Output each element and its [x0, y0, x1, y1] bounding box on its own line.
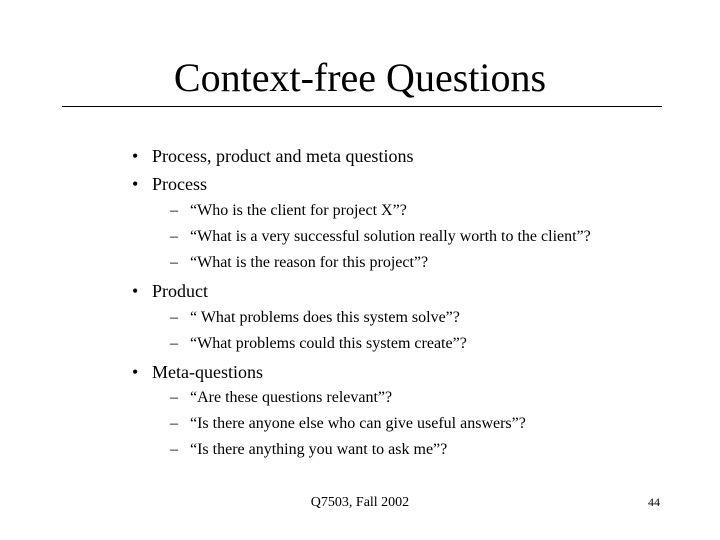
footer-course: Q7503, Fall 2002	[310, 495, 410, 510]
dash-mark: –	[170, 335, 178, 352]
sub-bullet-text: “Is there anyone else who can give useful answers”?	[190, 415, 526, 432]
bullet-text: Meta-questions	[152, 362, 263, 382]
bullet-mark: •	[132, 146, 139, 166]
page-number: 44	[648, 495, 660, 509]
bullet-mark: •	[132, 281, 139, 301]
bullet-mark: •	[132, 174, 139, 194]
sub-bullet-text: “What problems could this system create”?	[190, 335, 467, 352]
sub-bullet-text: “ What problems does this system solve”?	[190, 309, 460, 326]
sub-bullet-text: “Who is the client for project X”?	[190, 202, 407, 219]
dash-mark: –	[170, 441, 178, 458]
sub-bullet-text: “Is there anything you want to ask me”?	[190, 441, 448, 458]
dash-mark: –	[170, 389, 178, 406]
dash-mark: –	[170, 415, 178, 432]
dash-mark: –	[170, 254, 178, 271]
bullet-text: Process	[152, 174, 207, 194]
dash-mark: –	[170, 228, 178, 245]
sub-bullet-text: “What is the reason for this project”?	[190, 254, 429, 271]
sub-bullet-text: “Are these questions relevant”?	[190, 389, 393, 406]
bullet-text: Process, product and meta questions	[152, 146, 414, 166]
sub-bullet-text: “What is a very successful solution really worth to the client”?	[190, 228, 591, 245]
bullet-mark: •	[132, 362, 139, 382]
dash-mark: –	[170, 309, 178, 326]
slide-title: Context-free Questions	[173, 55, 547, 100]
dash-mark: –	[170, 202, 178, 219]
title-divider	[62, 106, 662, 107]
bullet-text: Product	[152, 281, 208, 301]
